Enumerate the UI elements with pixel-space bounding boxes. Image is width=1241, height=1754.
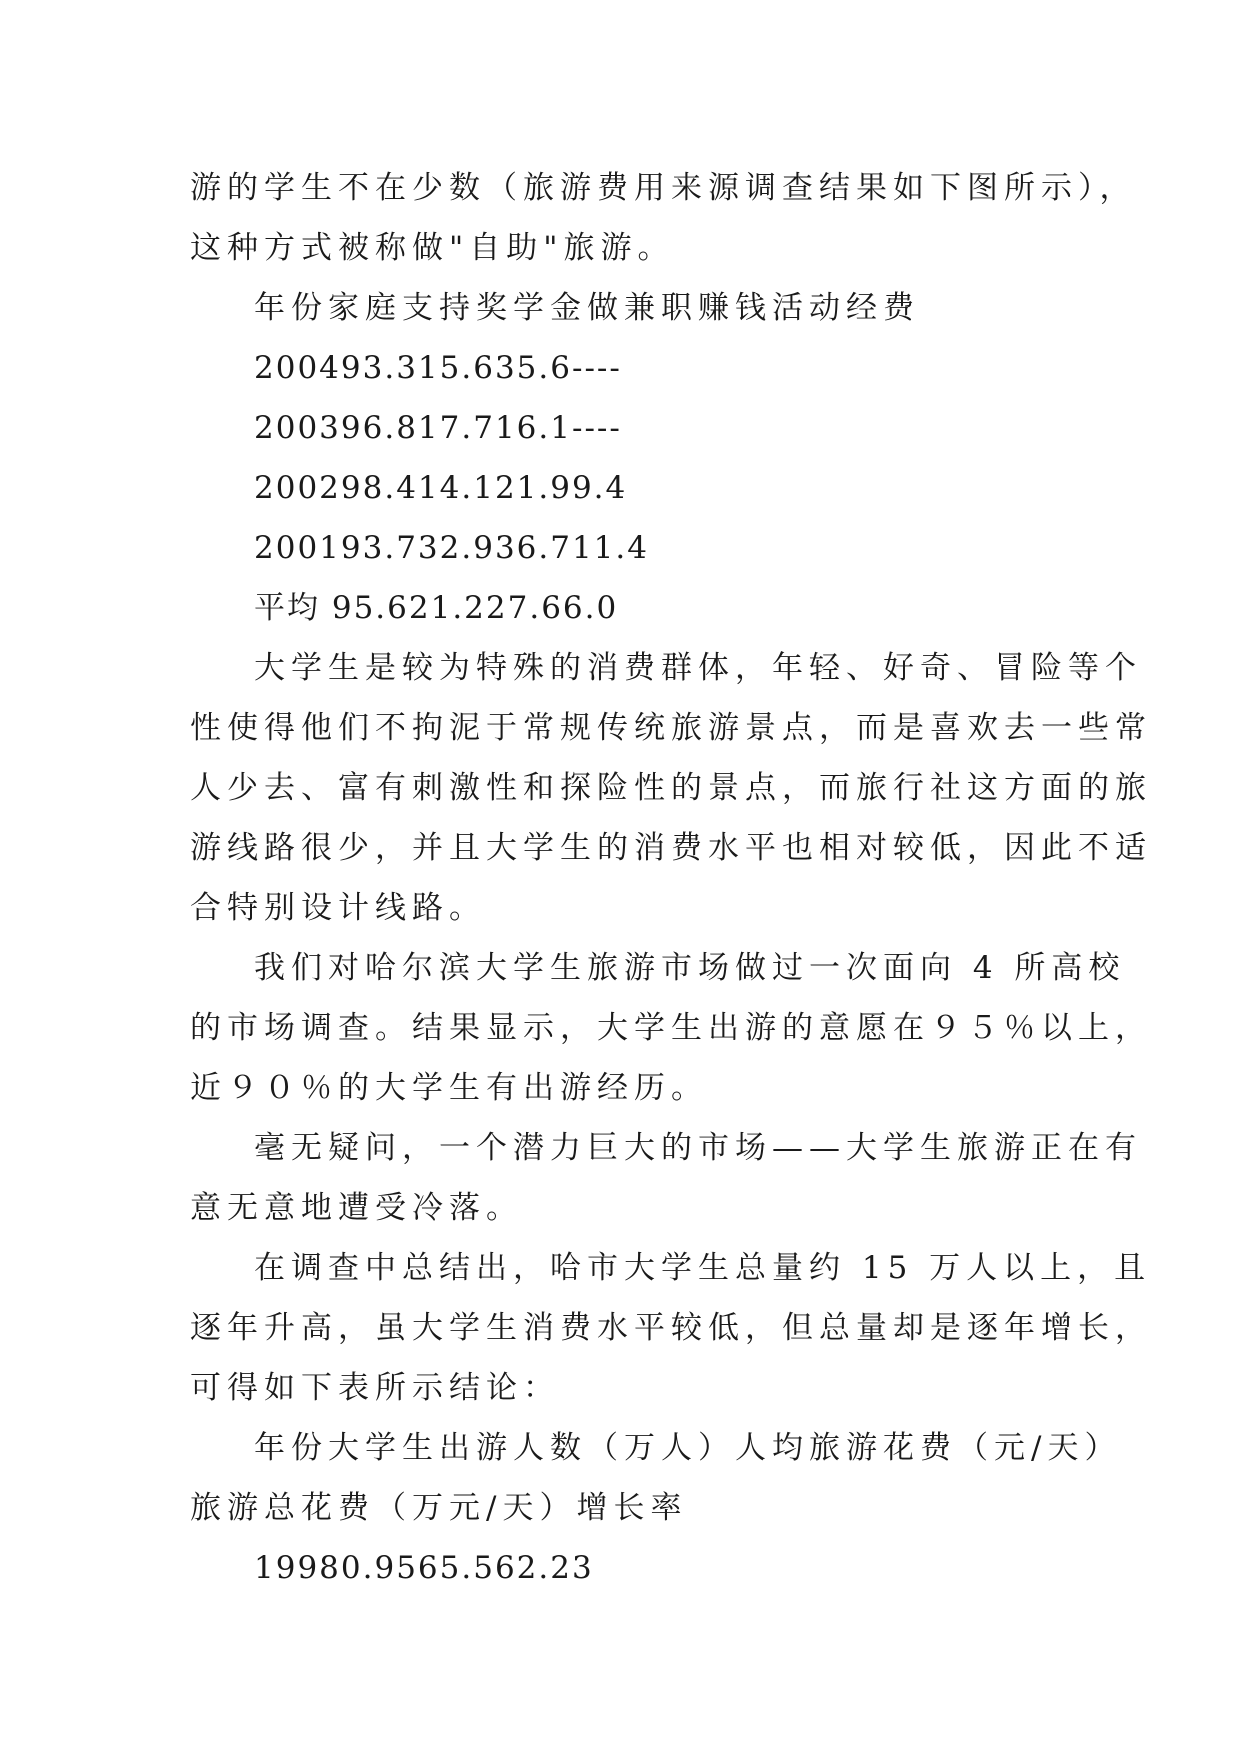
paragraph-line: 的市场调查。结果显示，大学生出游的意愿在９５％以上， <box>190 1010 1152 1046</box>
table-row-line: 200298.414.121.99.4 <box>254 470 628 506</box>
paragraph-line: 可得如下表所示结论： <box>190 1370 560 1406</box>
paragraph-line: 游线路很少，并且大学生的消费水平也相对较低，因此不适 <box>190 830 1152 866</box>
paragraph-line: 人少去、富有刺激性和探险性的景点，而旅行社这方面的旅 <box>190 770 1152 806</box>
table-row-line: 平均 95.621.227.66.0 <box>254 590 619 626</box>
paragraph-line: 近９０％的大学生有出游经历。 <box>190 1070 708 1106</box>
paragraph-line: 意无意地遭受冷落。 <box>190 1190 523 1226</box>
document-body <box>190 158 1152 1598</box>
paragraph-line: 游的学生不在少数（旅游费用来源调查结果如下图所示）， <box>190 170 1137 206</box>
paragraph-line: 合特别设计线路。 <box>190 890 486 926</box>
paragraph-line: 我们对哈尔滨大学生旅游市场做过一次面向 4 所高校 <box>254 950 1126 986</box>
paragraph-line: 大学生是较为特殊的消费群体，年轻、好奇、冒险等个 <box>254 650 1142 686</box>
paragraph-line: 逐年升高，虽大学生消费水平较低，但总量却是逐年增长， <box>190 1310 1152 1346</box>
table-row-line: 200493.315.635.6---- <box>254 350 622 386</box>
paragraph-line: 性使得他们不拘泥于常规传统旅游景点，而是喜欢去一些常 <box>190 710 1152 746</box>
table-row-line: 200396.817.716.1---- <box>254 410 622 446</box>
paragraph-line: 在调查中总结出，哈市大学生总量约 15 万人以上，且 <box>254 1250 1152 1286</box>
table-header-line: 年份家庭支持奖学金做兼职赚钱活动经费 <box>254 290 920 326</box>
table-row-line: 19980.9565.562.23 <box>254 1550 594 1586</box>
table-row-line: 200193.732.936.711.4 <box>254 530 649 566</box>
paragraph-line: 这种方式被称做"自助"旅游。 <box>190 230 675 266</box>
table-header-line: 旅游总花费（万元/天）增长率 <box>190 1490 688 1526</box>
table-header-line: 年份大学生出游人数（万人）人均旅游花费（元/天） <box>254 1430 1122 1466</box>
paragraph-line: 毫无疑问，一个潜力巨大的市场——大学生旅游正在有 <box>254 1130 1142 1166</box>
